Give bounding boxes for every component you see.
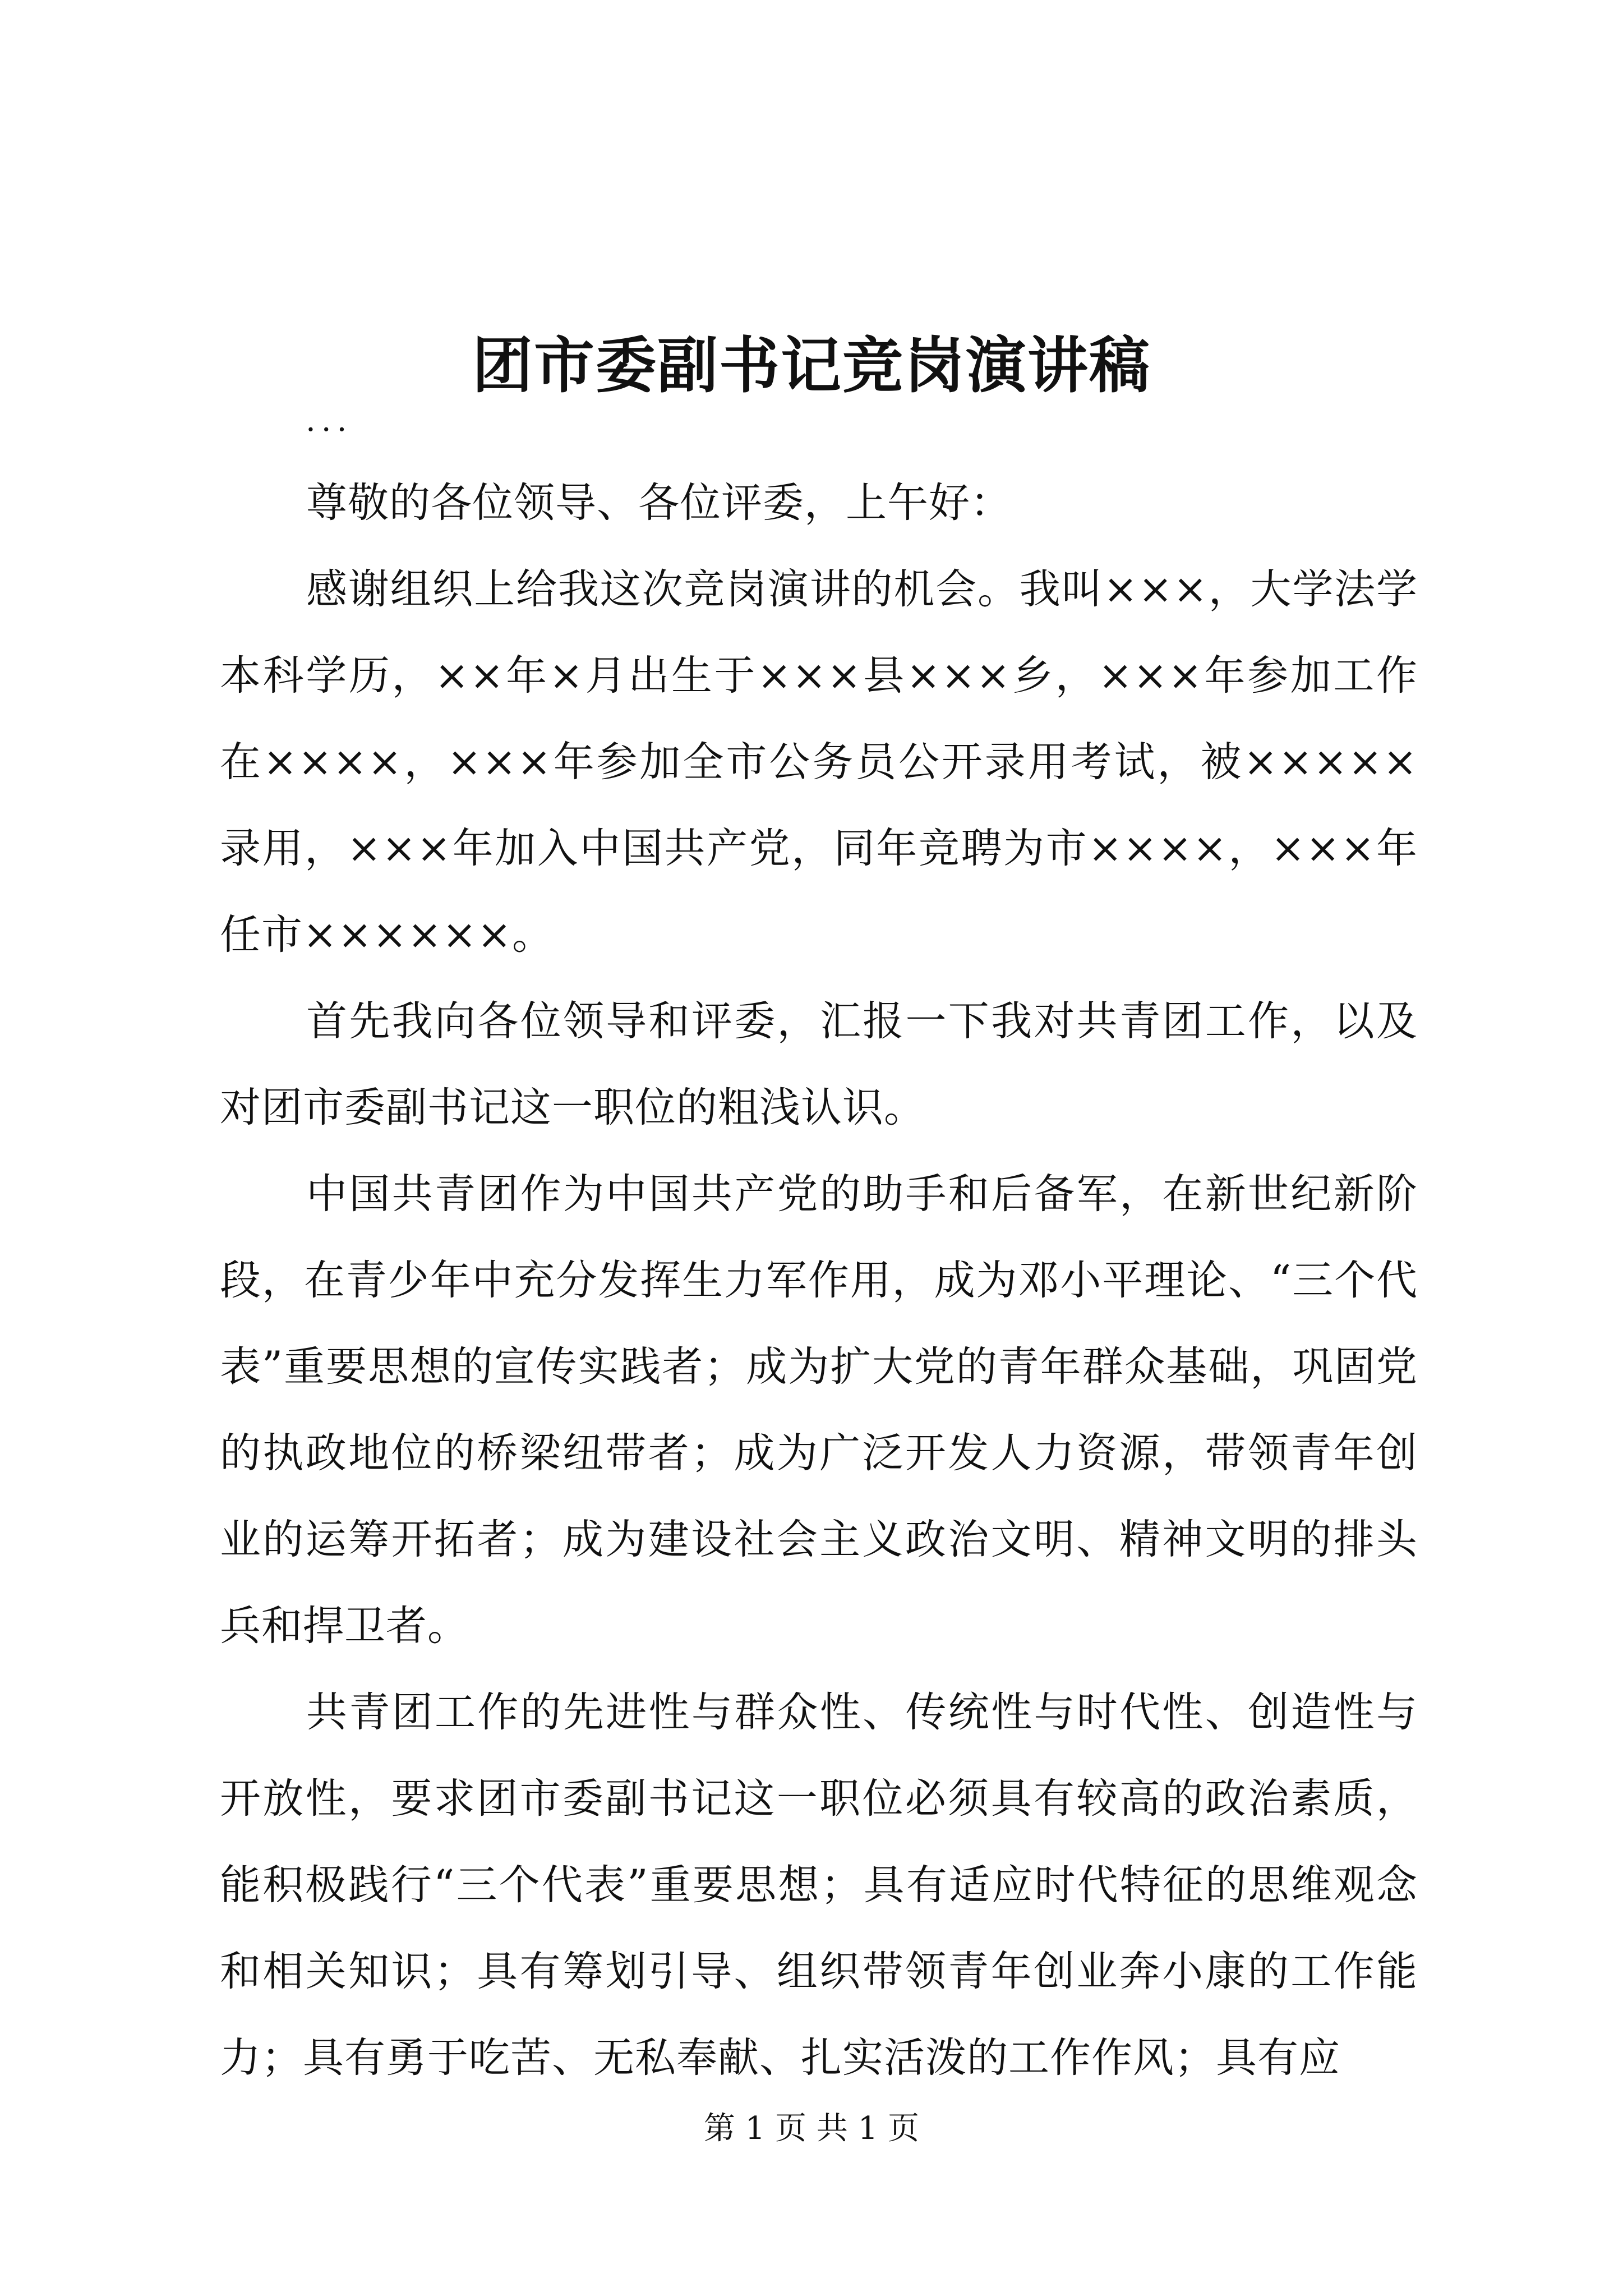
paragraph-position-requirements: 共青团工作的先进性与群众性、传统性与时代性、创造性与开放性，要求团市委副书记这一职位必须具有较高的政治素质，能积极践行“三个代表”重要思想；具有适应时代特征的思维观念和相关知识；具有筹划引导、组织带领青年创业奔小康的工作能力；具有勇于吃苦、无私奉献、扎实活泼的工作作风；具有应 (220, 1688, 1418, 2082)
paragraph-greeting: 尊敬的各位领导、各位评委，上午好： (306, 479, 1012, 527)
paragraph-introduction: 感谢组织上给我这次竞岗演讲的机会。我叫×××，大学法学本科学历，××年×月出生于×××县×××乡，×××年参加工作在××××，×××年参加全市公务员公开录用考试，被×××××录用，×××年加入中国共产党，同年竞聘为市××××，×××年任市××××××。 (220, 565, 1418, 959)
page-number-footer: 第 1 页 共 1 页 (703, 2110, 920, 2147)
document-title: 团市委副书记竞岗演讲稿 (472, 330, 1151, 402)
document-body (220, 460, 1418, 2101)
paragraph-report-understanding: 首先我向各位领导和评委，汇报一下我对共青团工作，以及对团市委副书记这一职位的粗浅认识。 (220, 997, 1418, 1131)
ellipsis-marker: ... (306, 402, 353, 439)
paragraph-youth-league-role: 中国共青团作为中国共产党的助手和后备军，在新世纪新阶段，在青少年中充分发挥生力军作用，成为邓小平理论、“三个代表”重要思想的宣传实践者；成为扩大党的青年群众基础，巩固党的执政地位的桥梁纽带者；成为广泛开发人力资源，带领青年创业的运筹开拓者；成为建设社会主义政治文明、精神文明的排头兵和捍卫者。 (220, 1170, 1418, 1650)
